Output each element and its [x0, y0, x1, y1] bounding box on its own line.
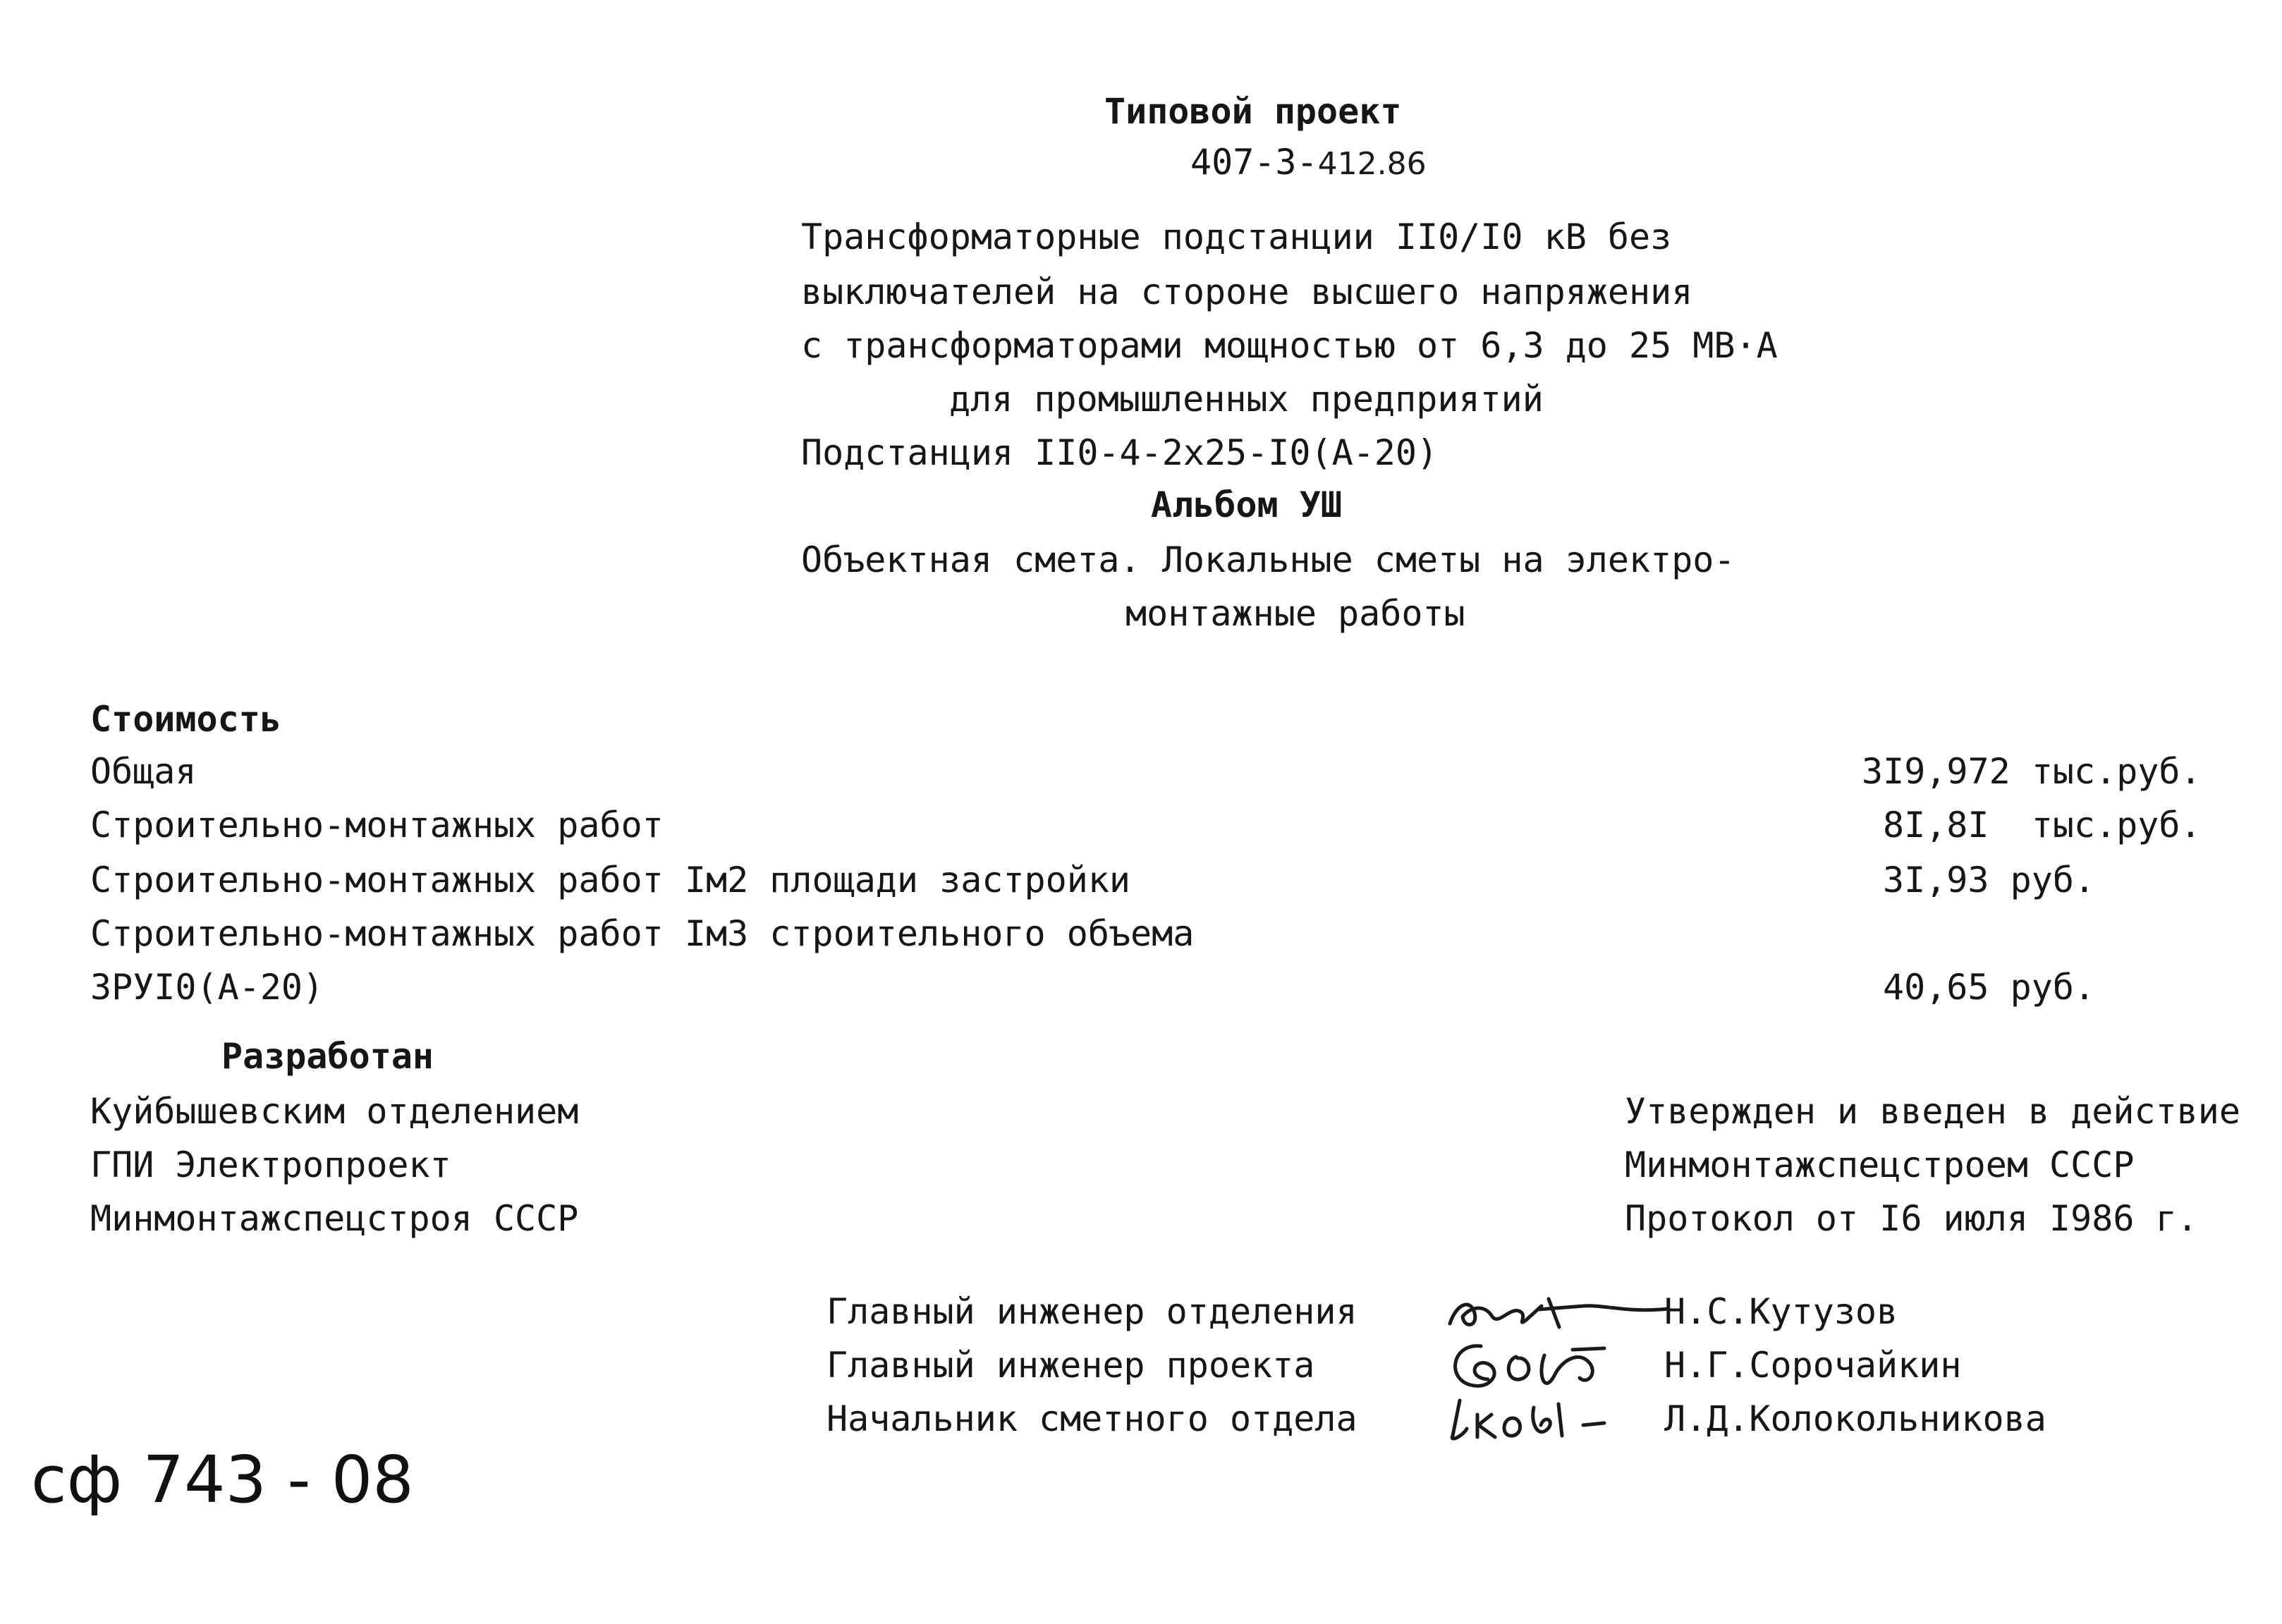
- signature-name: Н.С.Кутузов: [1664, 1291, 1898, 1332]
- project-code-handwritten: 412.86: [1317, 146, 1427, 182]
- cost-row-label: Строительно-монтажных работ Iм2 площади застройки: [90, 860, 1131, 900]
- subject-line-2: монтажные работы: [1125, 593, 1465, 634]
- description-line-4: для промышленных предприятий: [949, 379, 1544, 420]
- cost-row-value: 8I,8I тыс.руб.: [1883, 805, 2202, 845]
- description-line-2: выключателей на стороне высшего напряжения: [801, 271, 1693, 312]
- cost-row-label: ЗРУI0(А-20): [90, 967, 324, 1008]
- signature-name: Н.Г.Сорочайкин: [1664, 1345, 1962, 1386]
- signature-title: Начальник сметного отдела: [826, 1398, 1357, 1439]
- signature-title: Главный инженер проекта: [826, 1345, 1315, 1386]
- approved-line-2: Минмонтажспецстроем СССР: [1625, 1144, 2135, 1185]
- cost-heading: Стоимость: [90, 699, 281, 740]
- developed-line-3: Минмонтажспецстроя СССР: [90, 1198, 579, 1239]
- developed-heading: Разработан: [221, 1036, 434, 1077]
- signature-title: Главный инженер отделения: [826, 1291, 1357, 1332]
- cost-row-label: Строительно-монтажных работ: [90, 805, 664, 845]
- album-title: Альбом УШ: [1151, 484, 1342, 525]
- approved-line-3: Протокол от I6 июля I986 г.: [1625, 1198, 2198, 1239]
- handwritten-signature-1: [1443, 1285, 1676, 1341]
- cost-row-label: Общая: [90, 751, 197, 792]
- cost-row-value: 3I,93 руб.: [1883, 860, 2096, 900]
- approved-line-1: Утвержден и введен в действие: [1625, 1091, 2240, 1132]
- cost-row-value: 40,65 руб.: [1883, 967, 2096, 1008]
- description-line-1: Трансформаторные подстанции II0/I0 кВ без: [801, 216, 1672, 257]
- cost-row-value: 3I9,972 тыс.руб.: [1862, 751, 2202, 792]
- header-title: Типовой проект: [1104, 91, 1402, 132]
- archive-stamp: сф 743 - 08: [31, 1442, 414, 1518]
- project-code-printed: 407-3-: [1190, 142, 1318, 183]
- cost-row-label: Строительно-монтажных работ Iм3 строительного объема: [90, 913, 1195, 954]
- subject-line-1: Объектная смета. Локальные сметы на электро-: [801, 539, 1735, 580]
- signature-name: Л.Д.Колокольникова: [1664, 1398, 2046, 1439]
- handwritten-signature-3: [1439, 1386, 1636, 1450]
- description-line-3: с трансформаторами мощностью от 6,3 до 25 МВ·А: [801, 325, 1778, 366]
- description-line-5: Подстанция II0-4-2х25-I0(А-20): [801, 432, 1439, 473]
- developed-line-1: Куйбышевским отделением: [90, 1091, 579, 1132]
- project-code: [1190, 141, 1427, 185]
- developed-line-2: ГПИ Электропроект: [90, 1144, 451, 1185]
